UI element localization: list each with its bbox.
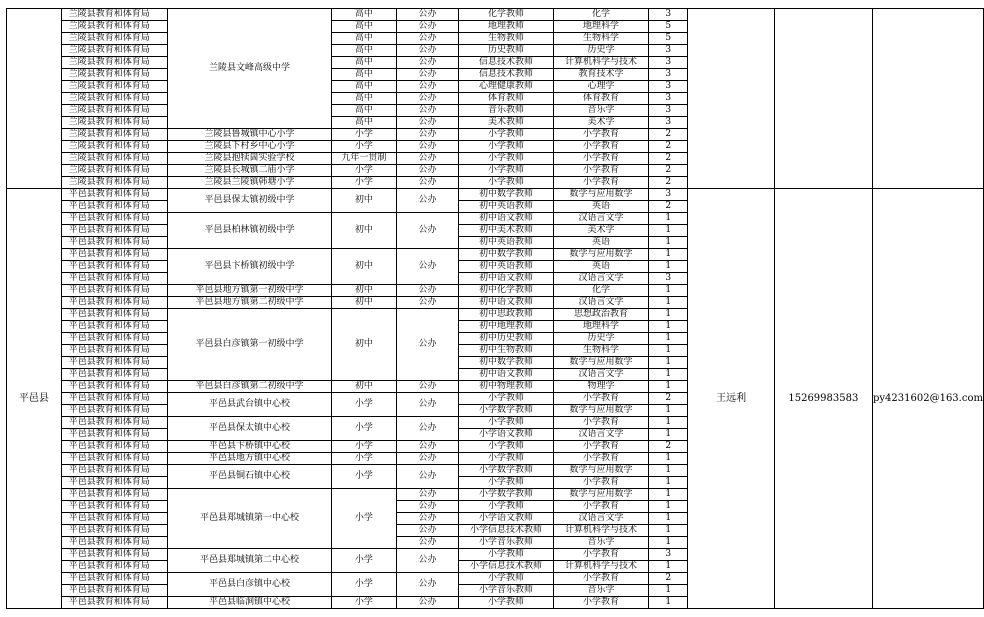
count-cell: 1 <box>648 237 687 249</box>
count-cell: 1 <box>648 537 687 549</box>
post-cell: 地理教师 <box>459 21 554 33</box>
count-cell: 1 <box>648 225 687 237</box>
school-cell: 平邑县郑城镇第二中心校 <box>168 549 331 573</box>
school-cell: 平邑县卞桥镇初级中学 <box>168 249 331 285</box>
post-cell: 小学教师 <box>459 501 554 513</box>
level-cell: 高中 <box>331 9 396 21</box>
type-cell: 公办 <box>397 453 459 465</box>
major-cell: 汉语言文学 <box>554 273 649 285</box>
type-cell: 公办 <box>397 417 459 441</box>
unit-cell: 平邑县教育和体育局 <box>61 273 168 285</box>
post-cell: 生物教师 <box>459 33 554 45</box>
major-cell: 小学教育 <box>554 177 649 189</box>
count-cell: 1 <box>648 321 687 333</box>
major-cell: 小学教育 <box>554 417 649 429</box>
level-cell: 初中 <box>331 297 396 309</box>
type-cell: 公办 <box>397 597 459 609</box>
phone-cell-lanling <box>774 9 872 189</box>
school-cell: 平邑县白彦镇第一初级中学 <box>168 309 331 381</box>
level-cell: 小学 <box>331 549 396 573</box>
major-cell: 汉语言文学 <box>554 429 649 441</box>
level-cell: 初中 <box>331 249 396 285</box>
post-cell: 音乐教师 <box>459 105 554 117</box>
count-cell: 3 <box>648 57 687 69</box>
major-cell: 汉语言文学 <box>554 369 649 381</box>
unit-cell: 兰陵县教育和体育局 <box>61 57 168 69</box>
post-cell: 小学教师 <box>459 453 554 465</box>
level-cell: 小学 <box>331 141 396 153</box>
unit-cell: 兰陵县教育和体育局 <box>61 117 168 129</box>
unit-cell: 兰陵县教育和体育局 <box>61 105 168 117</box>
unit-cell: 平邑县教育和体育局 <box>61 285 168 297</box>
post-cell: 初中语文教师 <box>459 369 554 381</box>
unit-cell: 平邑县教育和体育局 <box>61 525 168 537</box>
type-cell: 公办 <box>397 513 459 525</box>
count-cell: 1 <box>648 465 687 477</box>
level-cell: 小学 <box>331 177 396 189</box>
post-cell: 初中历史教师 <box>459 333 554 345</box>
type-cell: 公办 <box>397 537 459 549</box>
major-cell: 思想政治教育 <box>554 309 649 321</box>
post-cell: 初中物理教师 <box>459 381 554 393</box>
count-cell: 1 <box>648 513 687 525</box>
type-cell: 公办 <box>397 189 459 213</box>
unit-cell: 平邑县教育和体育局 <box>61 549 168 561</box>
post-cell: 信息技术教师 <box>459 57 554 69</box>
unit-cell: 平邑县教育和体育局 <box>61 501 168 513</box>
count-cell: 3 <box>648 549 687 561</box>
count-cell: 1 <box>648 405 687 417</box>
type-cell: 公办 <box>397 393 459 417</box>
level-cell: 小学 <box>331 489 396 549</box>
school-cell: 平邑县地方镇第一初级中学 <box>168 285 331 297</box>
type-cell: 公办 <box>397 213 459 249</box>
major-cell: 小学教育 <box>554 165 649 177</box>
post-cell: 心理健康教师 <box>459 81 554 93</box>
major-cell: 计算机科学与技术 <box>554 57 649 69</box>
table-row <box>7 9 984 21</box>
type-cell: 公办 <box>397 45 459 57</box>
major-cell: 小学教育 <box>554 573 649 585</box>
count-cell: 1 <box>648 333 687 345</box>
major-cell: 小学教育 <box>554 501 649 513</box>
unit-cell: 平邑县教育和体育局 <box>61 213 168 225</box>
table-row <box>7 189 984 201</box>
major-cell: 音乐学 <box>554 537 649 549</box>
count-cell: 3 <box>648 189 687 201</box>
major-cell: 生物科学 <box>554 345 649 357</box>
post-cell: 初中语文教师 <box>459 297 554 309</box>
type-cell: 公办 <box>397 69 459 81</box>
count-cell: 1 <box>648 429 687 441</box>
unit-cell: 平邑县教育和体育局 <box>61 405 168 417</box>
count-cell: 3 <box>648 9 687 21</box>
school-cell: 兰陵县抱犊崮实验学校 <box>168 153 331 165</box>
type-cell: 公办 <box>397 141 459 153</box>
major-cell: 小学教育 <box>554 441 649 453</box>
unit-cell: 平邑县教育和体育局 <box>61 357 168 369</box>
count-cell: 2 <box>648 441 687 453</box>
count-cell: 1 <box>648 309 687 321</box>
school-cell: 平邑县地方镇第二初级中学 <box>168 297 331 309</box>
recruitment-table <box>6 8 984 609</box>
level-cell: 初中 <box>331 213 396 249</box>
type-cell: 公办 <box>397 249 459 285</box>
level-cell: 初中 <box>331 309 396 381</box>
count-cell: 1 <box>648 213 687 225</box>
major-cell: 物理学 <box>554 381 649 393</box>
level-cell: 初中 <box>331 285 396 297</box>
school-cell: 兰陵县文峰高级中学 <box>168 9 331 129</box>
count-cell: 1 <box>648 345 687 357</box>
count-cell: 1 <box>648 249 687 261</box>
count-cell: 1 <box>648 561 687 573</box>
unit-cell: 平邑县教育和体育局 <box>61 561 168 573</box>
major-cell: 数学与应用数学 <box>554 249 649 261</box>
email-cell-lanling <box>872 9 983 189</box>
unit-cell: 平邑县教育和体育局 <box>61 465 168 477</box>
post-cell: 小学数学教师 <box>459 405 554 417</box>
type-cell: 公办 <box>397 93 459 105</box>
post-cell: 初中数学教师 <box>459 357 554 369</box>
major-cell: 数学与应用数学 <box>554 465 649 477</box>
unit-cell: 兰陵县教育和体育局 <box>61 9 168 21</box>
school-cell: 平邑县铜石镇中心校 <box>168 465 331 489</box>
unit-cell: 平邑县教育和体育局 <box>61 537 168 549</box>
major-cell: 数学与应用数学 <box>554 489 649 501</box>
major-cell: 数学与应用数学 <box>554 405 649 417</box>
unit-cell: 兰陵县教育和体育局 <box>61 153 168 165</box>
unit-cell: 兰陵县教育和体育局 <box>61 141 168 153</box>
school-cell: 平邑县武台镇中心校 <box>168 393 331 417</box>
contact-cell-lanling <box>688 9 774 189</box>
major-cell: 化学 <box>554 9 649 21</box>
level-cell: 高中 <box>331 93 396 105</box>
major-cell: 生物科学 <box>554 33 649 45</box>
unit-cell: 平邑县教育和体育局 <box>61 381 168 393</box>
level-cell: 高中 <box>331 105 396 117</box>
unit-cell: 兰陵县教育和体育局 <box>61 165 168 177</box>
type-cell: 公办 <box>397 57 459 69</box>
unit-cell: 兰陵县教育和体育局 <box>61 129 168 141</box>
post-cell: 初中英语教师 <box>459 237 554 249</box>
post-cell: 小学教师 <box>459 549 554 561</box>
major-cell: 小学教育 <box>554 153 649 165</box>
unit-cell: 平邑县教育和体育局 <box>61 441 168 453</box>
count-cell: 1 <box>648 381 687 393</box>
type-cell: 公办 <box>397 81 459 93</box>
count-cell: 1 <box>648 477 687 489</box>
type-cell: 公办 <box>397 177 459 189</box>
level-cell: 高中 <box>331 21 396 33</box>
level-cell: 高中 <box>331 57 396 69</box>
post-cell: 小学教师 <box>459 153 554 165</box>
major-cell: 美术学 <box>554 117 649 129</box>
post-cell: 小学教师 <box>459 597 554 609</box>
unit-cell: 平邑县教育和体育局 <box>61 477 168 489</box>
type-cell: 公办 <box>397 21 459 33</box>
count-cell: 2 <box>648 177 687 189</box>
unit-cell: 平邑县教育和体育局 <box>61 417 168 429</box>
count-cell: 3 <box>648 117 687 129</box>
contact-person-cell: 王远利 <box>688 189 774 609</box>
unit-cell: 平邑县教育和体育局 <box>61 453 168 465</box>
major-cell: 历史学 <box>554 333 649 345</box>
post-cell: 小学信息技术教师 <box>459 561 554 573</box>
school-cell: 平邑县白彦镇第二初级中学 <box>168 381 331 393</box>
major-cell: 数学与应用数学 <box>554 189 649 201</box>
level-cell: 高中 <box>331 69 396 81</box>
type-cell: 公办 <box>397 525 459 537</box>
major-cell: 小学教育 <box>554 393 649 405</box>
major-cell: 音乐学 <box>554 585 649 597</box>
school-cell: 兰陵县下村乡中心小学 <box>168 141 331 153</box>
post-cell: 历史教师 <box>459 45 554 57</box>
unit-cell: 平邑县教育和体育局 <box>61 573 168 585</box>
count-cell: 2 <box>648 201 687 213</box>
type-cell: 公办 <box>397 33 459 45</box>
unit-cell: 兰陵县教育和体育局 <box>61 45 168 57</box>
unit-cell: 平邑县教育和体育局 <box>61 345 168 357</box>
post-cell: 小学数学教师 <box>459 489 554 501</box>
type-cell: 公办 <box>397 117 459 129</box>
unit-cell: 平邑县教育和体育局 <box>61 201 168 213</box>
unit-cell: 平邑县教育和体育局 <box>61 429 168 441</box>
major-cell: 汉语言文学 <box>554 513 649 525</box>
count-cell: 5 <box>648 21 687 33</box>
count-cell: 1 <box>648 285 687 297</box>
type-cell: 公办 <box>397 165 459 177</box>
school-cell: 平邑县白彦镇中心校 <box>168 573 331 597</box>
level-cell: 高中 <box>331 117 396 129</box>
major-cell: 英语 <box>554 237 649 249</box>
major-cell: 小学教育 <box>554 597 649 609</box>
type-cell: 公办 <box>397 285 459 297</box>
school-cell: 平邑县柏林镇初级中学 <box>168 213 331 249</box>
count-cell: 3 <box>648 81 687 93</box>
type-cell: 公办 <box>397 105 459 117</box>
count-cell: 1 <box>648 357 687 369</box>
post-cell: 小学教师 <box>459 177 554 189</box>
level-cell: 小学 <box>331 465 396 489</box>
major-cell: 化学 <box>554 285 649 297</box>
unit-cell: 平邑县教育和体育局 <box>61 261 168 273</box>
count-cell: 1 <box>648 597 687 609</box>
count-cell: 2 <box>648 141 687 153</box>
type-cell: 公办 <box>397 297 459 309</box>
type-cell: 公办 <box>397 573 459 597</box>
level-cell: 小学 <box>331 441 396 453</box>
type-cell: 公办 <box>397 129 459 141</box>
type-cell: 公办 <box>397 549 459 573</box>
level-cell: 小学 <box>331 165 396 177</box>
unit-cell: 平邑县教育和体育局 <box>61 189 168 201</box>
school-cell: 兰陵县兰陵镇韩塘小学 <box>168 177 331 189</box>
unit-cell: 平邑县教育和体育局 <box>61 489 168 501</box>
post-cell: 小学教师 <box>459 129 554 141</box>
count-cell: 3 <box>648 105 687 117</box>
unit-cell: 平邑县教育和体育局 <box>61 297 168 309</box>
unit-cell: 平邑县教育和体育局 <box>61 513 168 525</box>
unit-cell: 平邑县教育和体育局 <box>61 585 168 597</box>
email-cell: py4231602@163.com <box>872 189 983 609</box>
post-cell: 初中美术教师 <box>459 225 554 237</box>
count-cell: 1 <box>648 525 687 537</box>
unit-cell: 兰陵县教育和体育局 <box>61 81 168 93</box>
school-cell: 平邑县保太镇中心校 <box>168 417 331 441</box>
post-cell: 初中英语教师 <box>459 201 554 213</box>
count-cell: 2 <box>648 129 687 141</box>
major-cell: 汉语言文学 <box>554 213 649 225</box>
level-cell: 小学 <box>331 417 396 441</box>
level-cell: 高中 <box>331 33 396 45</box>
major-cell: 数学与应用数学 <box>554 357 649 369</box>
major-cell: 计算机科学与技术 <box>554 561 649 573</box>
type-cell: 公办 <box>397 501 459 513</box>
level-cell: 小学 <box>331 129 396 141</box>
post-cell: 小学音乐教师 <box>459 537 554 549</box>
post-cell: 小学语文教师 <box>459 429 554 441</box>
post-cell: 初中数学教师 <box>459 189 554 201</box>
post-cell: 初中数学教师 <box>459 249 554 261</box>
count-cell: 3 <box>648 273 687 285</box>
school-cell: 平邑县卞桥镇中心校 <box>168 441 331 453</box>
post-cell: 初中地理教师 <box>459 321 554 333</box>
count-cell: 1 <box>648 261 687 273</box>
unit-cell: 兰陵县教育和体育局 <box>61 21 168 33</box>
count-cell: 1 <box>648 369 687 381</box>
unit-cell: 平邑县教育和体育局 <box>61 369 168 381</box>
unit-cell: 平邑县教育和体育局 <box>61 237 168 249</box>
unit-cell: 平邑县教育和体育局 <box>61 321 168 333</box>
major-cell: 音乐学 <box>554 105 649 117</box>
count-cell: 2 <box>648 573 687 585</box>
post-cell: 小学教师 <box>459 441 554 453</box>
post-cell: 小学数学教师 <box>459 465 554 477</box>
unit-cell: 兰陵县教育和体育局 <box>61 33 168 45</box>
school-cell: 平邑县临涧镇中心校 <box>168 597 331 609</box>
post-cell: 信息技术教师 <box>459 69 554 81</box>
level-cell: 小学 <box>331 393 396 417</box>
post-cell: 化学教师 <box>459 9 554 21</box>
major-cell: 英语 <box>554 261 649 273</box>
type-cell: 公办 <box>397 153 459 165</box>
type-cell: 公办 <box>397 9 459 21</box>
level-cell: 小学 <box>331 573 396 597</box>
major-cell: 汉语言文学 <box>554 297 649 309</box>
unit-cell: 平邑县教育和体育局 <box>61 309 168 321</box>
post-cell: 初中语文教师 <box>459 213 554 225</box>
post-cell: 小学音乐教师 <box>459 585 554 597</box>
major-cell: 美术学 <box>554 225 649 237</box>
unit-cell: 平邑县教育和体育局 <box>61 597 168 609</box>
level-cell: 高中 <box>331 45 396 57</box>
post-cell: 初中化学教师 <box>459 285 554 297</box>
major-cell: 小学教育 <box>554 453 649 465</box>
unit-cell: 平邑县教育和体育局 <box>61 393 168 405</box>
post-cell: 初中生物教师 <box>459 345 554 357</box>
post-cell: 小学教师 <box>459 417 554 429</box>
count-cell: 1 <box>648 501 687 513</box>
count-cell: 3 <box>648 45 687 57</box>
count-cell: 1 <box>648 297 687 309</box>
count-cell: 1 <box>648 453 687 465</box>
major-cell: 教育技术学 <box>554 69 649 81</box>
major-cell: 地理科学 <box>554 321 649 333</box>
unit-cell: 平邑县教育和体育局 <box>61 333 168 345</box>
post-cell: 小学教师 <box>459 141 554 153</box>
count-cell: 1 <box>648 417 687 429</box>
count-cell: 5 <box>648 33 687 45</box>
post-cell: 体育教师 <box>459 93 554 105</box>
post-cell: 小学教师 <box>459 573 554 585</box>
type-cell: 公办 <box>397 441 459 453</box>
unit-cell: 平邑县教育和体育局 <box>61 249 168 261</box>
count-cell: 3 <box>648 69 687 81</box>
post-cell: 小学教师 <box>459 165 554 177</box>
post-cell: 小学信息技术教师 <box>459 525 554 537</box>
major-cell: 体育教育 <box>554 93 649 105</box>
count-cell: 2 <box>648 165 687 177</box>
school-cell: 平邑县保太镇初级中学 <box>168 189 331 213</box>
count-cell: 2 <box>648 153 687 165</box>
unit-cell: 平邑县教育和体育局 <box>61 225 168 237</box>
major-cell: 小学教育 <box>554 477 649 489</box>
major-cell: 计算机科学与技术 <box>554 525 649 537</box>
major-cell: 地理科学 <box>554 21 649 33</box>
post-cell: 小学教师 <box>459 477 554 489</box>
major-cell: 英语 <box>554 201 649 213</box>
post-cell: 初中语文教师 <box>459 273 554 285</box>
county-cell: 平邑县 <box>7 189 62 609</box>
type-cell: 公办 <box>397 309 459 381</box>
type-cell: 公办 <box>397 465 459 489</box>
unit-cell: 兰陵县教育和体育局 <box>61 177 168 189</box>
post-cell: 小学教师 <box>459 393 554 405</box>
school-cell: 平邑县地方镇中心校 <box>168 453 331 465</box>
school-cell: 兰陵县鲁城镇中心小学 <box>168 129 331 141</box>
phone-cell: 15269983583 <box>774 189 872 609</box>
level-cell: 九年一贯制 <box>331 153 396 165</box>
count-cell: 1 <box>648 489 687 501</box>
major-cell: 心理学 <box>554 81 649 93</box>
major-cell: 小学教育 <box>554 129 649 141</box>
post-cell: 初中思政教师 <box>459 309 554 321</box>
unit-cell: 兰陵县教育和体育局 <box>61 93 168 105</box>
count-cell: 1 <box>648 585 687 597</box>
level-cell: 初中 <box>331 381 396 393</box>
count-cell: 3 <box>648 93 687 105</box>
level-cell: 小学 <box>331 597 396 609</box>
post-cell: 小学语文教师 <box>459 513 554 525</box>
post-cell: 初中英语教师 <box>459 261 554 273</box>
count-cell: 2 <box>648 393 687 405</box>
unit-cell: 兰陵县教育和体育局 <box>61 69 168 81</box>
level-cell: 高中 <box>331 81 396 93</box>
school-cell: 兰陵县长城镇二庙小学 <box>168 165 331 177</box>
type-cell: 公办 <box>397 489 459 501</box>
level-cell: 小学 <box>331 453 396 465</box>
major-cell: 小学教育 <box>554 141 649 153</box>
major-cell: 历史学 <box>554 45 649 57</box>
major-cell: 小学教育 <box>554 549 649 561</box>
school-cell: 平邑县郑城镇第一中心校 <box>168 489 331 549</box>
post-cell: 美术教师 <box>459 117 554 129</box>
county-cell-lanling <box>7 9 62 189</box>
type-cell: 公办 <box>397 381 459 393</box>
level-cell: 初中 <box>331 189 396 213</box>
